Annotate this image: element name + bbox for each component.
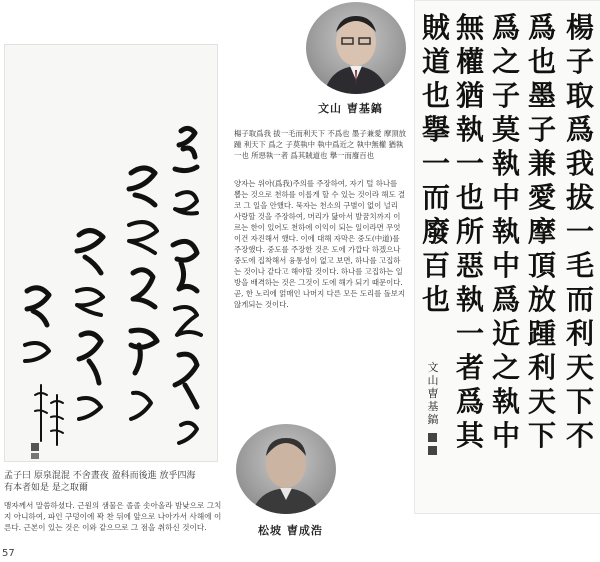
scroll-character: 擧 (421, 113, 450, 146)
scroll-character: 爲 (491, 11, 520, 44)
scroll-character: 中 (491, 181, 520, 214)
scroll-character: 執 (455, 113, 484, 146)
scroll-character: 不 (565, 419, 594, 452)
scroll-character: 猶 (455, 79, 484, 112)
scroll-character: 兼 (527, 147, 556, 180)
scroll-character: 爲 (565, 113, 594, 146)
scroll-character: 楊 (565, 11, 594, 44)
scroll-character: 利 (565, 317, 594, 350)
scroll-character: 子 (527, 113, 556, 146)
seal-stamp (428, 446, 437, 455)
scroll-character: 執 (491, 147, 520, 180)
scroll-character: 執 (491, 385, 520, 418)
signature-character: 曺 (427, 387, 439, 400)
scroll-character: 一 (455, 317, 484, 350)
scroll-character: 利 (527, 351, 556, 384)
scroll-character: 執 (455, 283, 484, 316)
scroll-character: 賊 (421, 11, 450, 44)
seal-stamp (31, 443, 39, 451)
scroll-column (453, 11, 487, 453)
scroll-character: 取 (565, 79, 594, 112)
scroll-character: 之 (491, 45, 520, 78)
scroll-character: 墨 (527, 79, 556, 112)
scroll-character: 下 (565, 385, 594, 418)
scroll-character: 無 (455, 11, 484, 44)
person-photo-icon (236, 424, 336, 514)
scroll-character: 下 (527, 419, 556, 452)
seal-stamp (31, 453, 39, 459)
left-caption-korean: 맹자께서 말씀하셨다. 근원의 샘물은 졸졸 솟아올라 밤낮으로 그치지 아니하여, 파인 구덩이에 꽉 찬 뒤에 앞으로 나아가서 사해에 이른다. 근본이 있는 것은 이와 같으므로 그 점을 취하신 것이다. (4, 501, 222, 532)
scroll-character: 一 (455, 147, 484, 180)
middle-text-chinese: 楊子取爲我 拔一毛而利天下 不爲也 墨子兼愛 摩頂放踵 利天下 爲之 子莫執中 執中爲近之 執中無權 猶執一也 所惡執一者 爲其賊道也 擧一而廢百也 (234, 129, 406, 160)
scroll-column (563, 11, 597, 453)
signature-character: 鎬 (427, 413, 439, 426)
portrait-bottom-person (236, 424, 336, 514)
scroll-column (419, 11, 453, 317)
scroll-character: 權 (455, 45, 484, 78)
scroll-character: 天 (565, 351, 594, 384)
scroll-character: 也 (527, 45, 556, 78)
name-bottom-person: 松坡 曺成浩 (258, 524, 323, 537)
scroll-character: 天 (527, 385, 556, 418)
scroll-character: 拔 (565, 181, 594, 214)
scroll-character: 惡 (455, 249, 484, 282)
scroll-character: 愛 (527, 181, 556, 214)
right-calligraphy-scroll (414, 0, 600, 514)
scroll-character: 其 (455, 419, 484, 452)
scroll-character: 而 (565, 283, 594, 316)
scroll-character: 執 (491, 215, 520, 248)
scroll-character: 莫 (491, 113, 520, 146)
name-top-person: 文山 曺基鎬 (318, 102, 383, 115)
scroll-character: 也 (421, 283, 450, 316)
scroll-character: 爲 (491, 283, 520, 316)
scroll-character: 子 (565, 45, 594, 78)
scroll-character: 道 (421, 45, 450, 78)
scroll-character: 一 (421, 147, 450, 180)
scroll-column (525, 11, 559, 453)
scroll-character: 而 (421, 181, 450, 214)
scroll-character: 爲 (455, 385, 484, 418)
left-caption-line-1: 孟子曰 原泉混混 不舍晝夜 盈科而後進 放乎四海 (4, 471, 196, 481)
scroll-character: 廢 (421, 215, 450, 248)
signature-character: 基 (427, 400, 439, 413)
scroll-character: 子 (491, 79, 520, 112)
scroll-character: 所 (455, 215, 484, 248)
scroll-character: 近 (491, 317, 520, 350)
scroll-column (489, 11, 523, 453)
scroll-character: 之 (491, 351, 520, 384)
scroll-character: 中 (491, 419, 520, 452)
cursive-calligraphy-artwork (5, 45, 217, 461)
person-photo-icon (306, 2, 406, 94)
scroll-character: 頂 (527, 249, 556, 282)
signature-character: 山 (427, 374, 439, 387)
left-caption-chinese (4, 470, 224, 494)
right-scroll-signature (425, 361, 441, 426)
left-calligraphy-scroll (4, 44, 218, 462)
left-caption-line-2: 有本者如是 是之取爾 (4, 483, 88, 493)
scroll-character: 也 (421, 79, 450, 112)
seal-stamp (428, 433, 437, 442)
middle-text-korean: 양자는 위아(爲我)주의를 주장하여, 자기 털 하나를 뽑는 것으로 천하를 이롭게 할 수 있는 것이라 해도 결코 그 일을 안했다. 묵자는 천소의 구별이 없이 널리 사랑할 것을 주장하여, 머리가 닳아서 발꿈치까지 이르는 한이 있어도 천하에 이익이 되는 일이라면 무엇이건 자진해서 했다. 이에 대해 자막은 중도(中道)를 주장했다. 중도를 주장한 것은 도에 가깝다 하겠으나 중도에 집착해서 융통성이 없고 보면, 하나를 고집하는 것이나 같다고 해야할 것이다. 하나를 고집하는 일방을 배격하는 것은 그것이 도에 해가 되기 때문이다. 곧, 한 노리에 얽매인 나머지 다른 모든 도리를 돌보지 않게되는 것이다. (234, 179, 406, 309)
scroll-character: 也 (455, 181, 484, 214)
page-number: 57 (2, 548, 15, 559)
scroll-character: 一 (565, 215, 594, 248)
scroll-character: 毛 (565, 249, 594, 282)
scroll-character: 踵 (527, 317, 556, 350)
portrait-top-person (306, 2, 406, 94)
scroll-character: 爲 (527, 11, 556, 44)
scroll-character: 摩 (527, 215, 556, 248)
signature-character: 文 (427, 361, 439, 374)
scroll-character: 百 (421, 249, 450, 282)
scroll-character: 中 (491, 249, 520, 282)
scroll-character: 放 (527, 283, 556, 316)
scroll-character: 者 (455, 351, 484, 384)
scroll-character: 我 (565, 147, 594, 180)
